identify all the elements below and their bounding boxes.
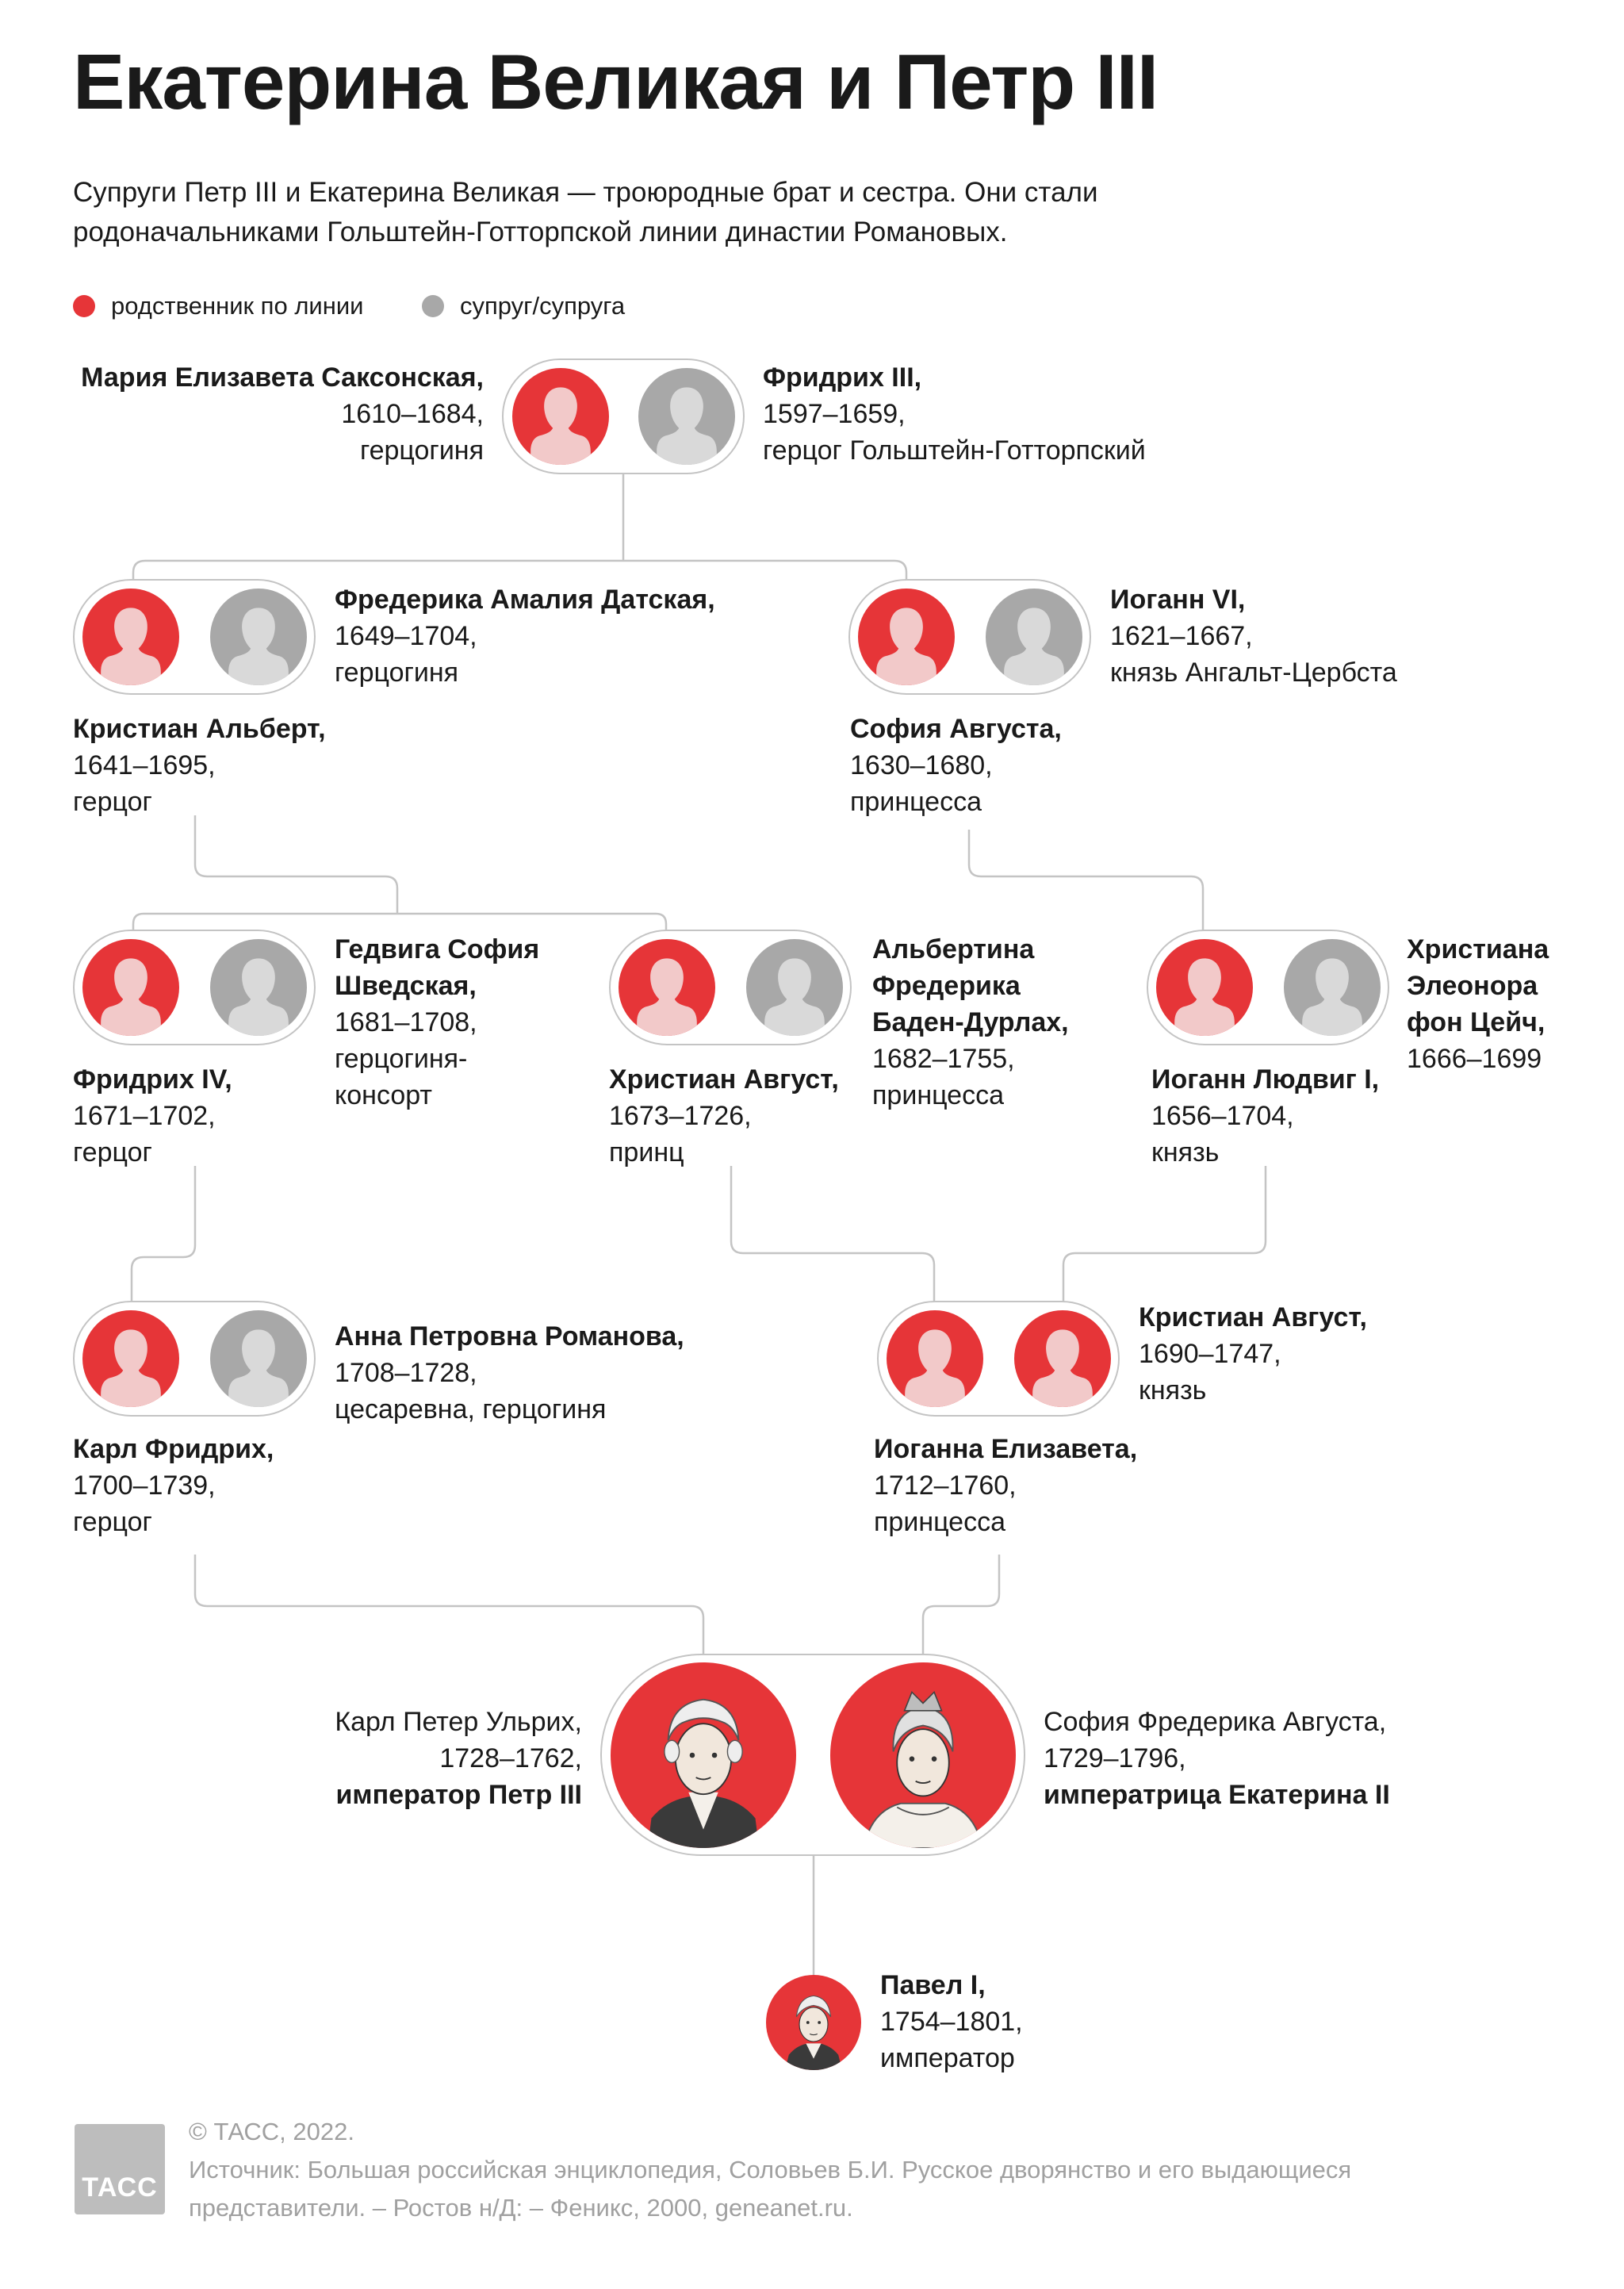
person-silhouette-icon [82,589,179,685]
maria-label [81,359,484,469]
person-title: князь Ангальт-Цербста [1110,658,1397,688]
johanna-label [874,1431,1137,1540]
person-silhouette-icon [746,939,843,1036]
person-name: Христиан Август, [609,1064,839,1095]
person-title: император [880,2043,1015,2073]
person-years: 1712–1760, [874,1470,1017,1501]
person-title: герцог [73,1507,152,1537]
christian-august-label [609,1061,839,1171]
legend-spouse-label: супруг/супруга [460,292,626,320]
paul1-portrait-icon [766,1975,861,2070]
person-name: Гедвига София [335,934,540,964]
paul1-portrait [766,1975,861,2070]
subtitle-line-1: Супруги Петр III и Екатерина Великая — троюродные брат и сестра. Они стали [73,177,1098,208]
christiana-avatar [1284,939,1381,1036]
person-years: 1708–1728, [335,1358,477,1388]
person-years: 1666–1699 [1407,1044,1542,1074]
person-years: 1630–1680, [850,750,993,780]
person-title: герцог [73,787,152,817]
person-name: Иоганн Людвиг I, [1151,1064,1380,1095]
catherine2-portrait [830,1662,1016,1848]
peter3-label [335,1704,582,1813]
kristian-august-label [1139,1299,1367,1409]
footer-copyright: © ТАСС, 2022. [189,2118,354,2145]
kristian-august-avatar [1014,1310,1111,1407]
person-name: Анна Петровна Романова, [335,1321,684,1352]
tass-logo [75,2124,165,2214]
person-name: София Августа, [850,714,1062,744]
catherine2-portrait-icon [830,1662,1016,1848]
hedwig-label [335,931,539,1114]
person-title: князь [1139,1375,1207,1405]
person-silhouette-icon [1156,939,1253,1036]
frederika-avatar [210,589,307,685]
person-years: 1754–1801, [880,2007,1023,2037]
johann6-label [1110,581,1397,691]
friedrich3-label [763,359,1146,469]
subtitle [73,173,1262,252]
footer-source-line-2: представители. – Ростов н/Д: – Феникс, 2000, geneanet.ru. [189,2194,853,2222]
person-title: герцогиня [335,658,459,688]
frederika-label [335,581,715,691]
peter3-portrait-icon [611,1662,796,1848]
albertina-avatar [746,939,843,1036]
person-years: 1597–1659, [763,399,906,429]
christian-august-avatar [619,939,715,1036]
person-silhouette-icon [887,1310,983,1407]
person-name: Павел I, [880,1970,986,2000]
person-years: 1700–1739, [73,1470,216,1501]
tass-logo-text: ТАСС [82,2172,158,2203]
person-title: герцог [73,1137,152,1168]
legend-relative-label: родственник по линии [111,292,364,320]
person-silhouette-icon [82,939,179,1036]
anna-label [335,1318,684,1428]
person-years: 1621–1667, [1110,621,1253,651]
hedwig-avatar [210,939,307,1036]
person-name: Фридрих III, [763,362,922,393]
legend-relative-dot [73,295,95,317]
person-name: Иоганн VI, [1110,585,1246,615]
person-years: 1729–1796, [1044,1743,1186,1773]
person-name: Кристиан Август, [1139,1302,1367,1332]
person-title: император Петр III [335,1780,582,1810]
johann6-avatar [986,589,1082,685]
person-years: 1649–1704, [335,621,477,651]
person-title: императрица Екатерина II [1044,1780,1390,1810]
maria-avatar [512,368,609,465]
anna-avatar [210,1310,307,1407]
person-silhouette-icon [210,589,307,685]
johann-ludwig-avatar [1156,939,1253,1036]
person-silhouette-icon [210,939,307,1036]
paul1-label [880,1967,1023,2076]
person-name: Альбертина [872,934,1035,964]
person-title: принц [609,1137,684,1168]
person-name: Фредерика [872,971,1021,1001]
person-title: принцесса [872,1080,1004,1110]
legend-spouse-dot [422,295,444,317]
person-name: Карл Фридрих, [73,1434,274,1464]
person-name: Христиана [1407,934,1549,964]
person-silhouette-icon [210,1310,307,1407]
person-title: принцесса [850,787,982,817]
person-silhouette-icon [619,939,715,1036]
person-title: консорт [335,1080,432,1110]
sofia-augusta-label [850,711,1062,820]
person-silhouette-icon [1014,1310,1111,1407]
johann-ludwig-label [1151,1061,1379,1171]
albertina-label [872,931,1069,1114]
person-title: герцог Гольштейн-Готторпский [763,435,1146,466]
karl-friedrich-avatar [82,1310,179,1407]
catherine2-label [1044,1704,1390,1813]
person-silhouette-icon [858,589,955,685]
person-name: Кристиан Альберт, [73,714,326,744]
christian-albert-avatar [82,589,179,685]
footer-source-line-1: Источник: Большая российская энциклопедия, Соловьев Б.И. Русское дворянство и его выдающиеся [189,2156,1352,2184]
person-name: Мария Елизавета Саксонская, [81,362,484,393]
karl-friedrich-label [73,1431,274,1540]
sofia-augusta-avatar [858,589,955,685]
person-name: Фридрих IV, [73,1064,232,1095]
subtitle-line-2: родоначальниками Гольштейн-Готторпской линии династии Романовых. [73,217,1008,247]
person-name: фон Цейч, [1407,1007,1545,1037]
johanna-avatar [887,1310,983,1407]
person-years: 1656–1704, [1151,1101,1294,1131]
peter3-portrait [611,1662,796,1848]
person-silhouette-icon [512,368,609,465]
person-years: 1673–1726, [609,1101,752,1131]
person-silhouette-icon [1284,939,1381,1036]
page-title: Екатерина Великая и Петр III [73,38,1159,125]
friedrich4-label [73,1061,232,1171]
christian-albert-label [73,711,326,820]
person-years: 1690–1747, [1139,1339,1281,1369]
person-years: 1610–1684, [341,399,484,429]
person-title: герцогиня- [335,1044,468,1074]
person-years: 1671–1702, [73,1101,216,1131]
person-silhouette-icon [986,589,1082,685]
person-silhouette-icon [82,1310,179,1407]
person-name: Шведская, [335,971,477,1001]
person-years: 1728–1762, [439,1743,582,1773]
person-name: Фредерика Амалия Датская, [335,585,715,615]
person-name: София Фредерика Августа, [1044,1707,1387,1737]
person-years: 1681–1708, [335,1007,477,1037]
person-title: князь [1151,1137,1220,1168]
person-name: Баден-Дурлах, [872,1007,1069,1037]
friedrich4-avatar [82,939,179,1036]
person-title: принцесса [874,1507,1005,1537]
person-title: герцогиня [359,435,484,466]
person-name: Элеонора [1407,971,1538,1001]
friedrich3-avatar [638,368,735,465]
person-name: Иоганна Елизавета, [874,1434,1138,1464]
person-years: 1682–1755, [872,1044,1015,1074]
person-title: цесаревна, герцогиня [335,1394,607,1424]
person-name: Карл Петер Ульрих, [335,1707,582,1737]
christiana-label [1407,931,1549,1077]
person-years: 1641–1695, [73,750,216,780]
person-silhouette-icon [638,368,735,465]
